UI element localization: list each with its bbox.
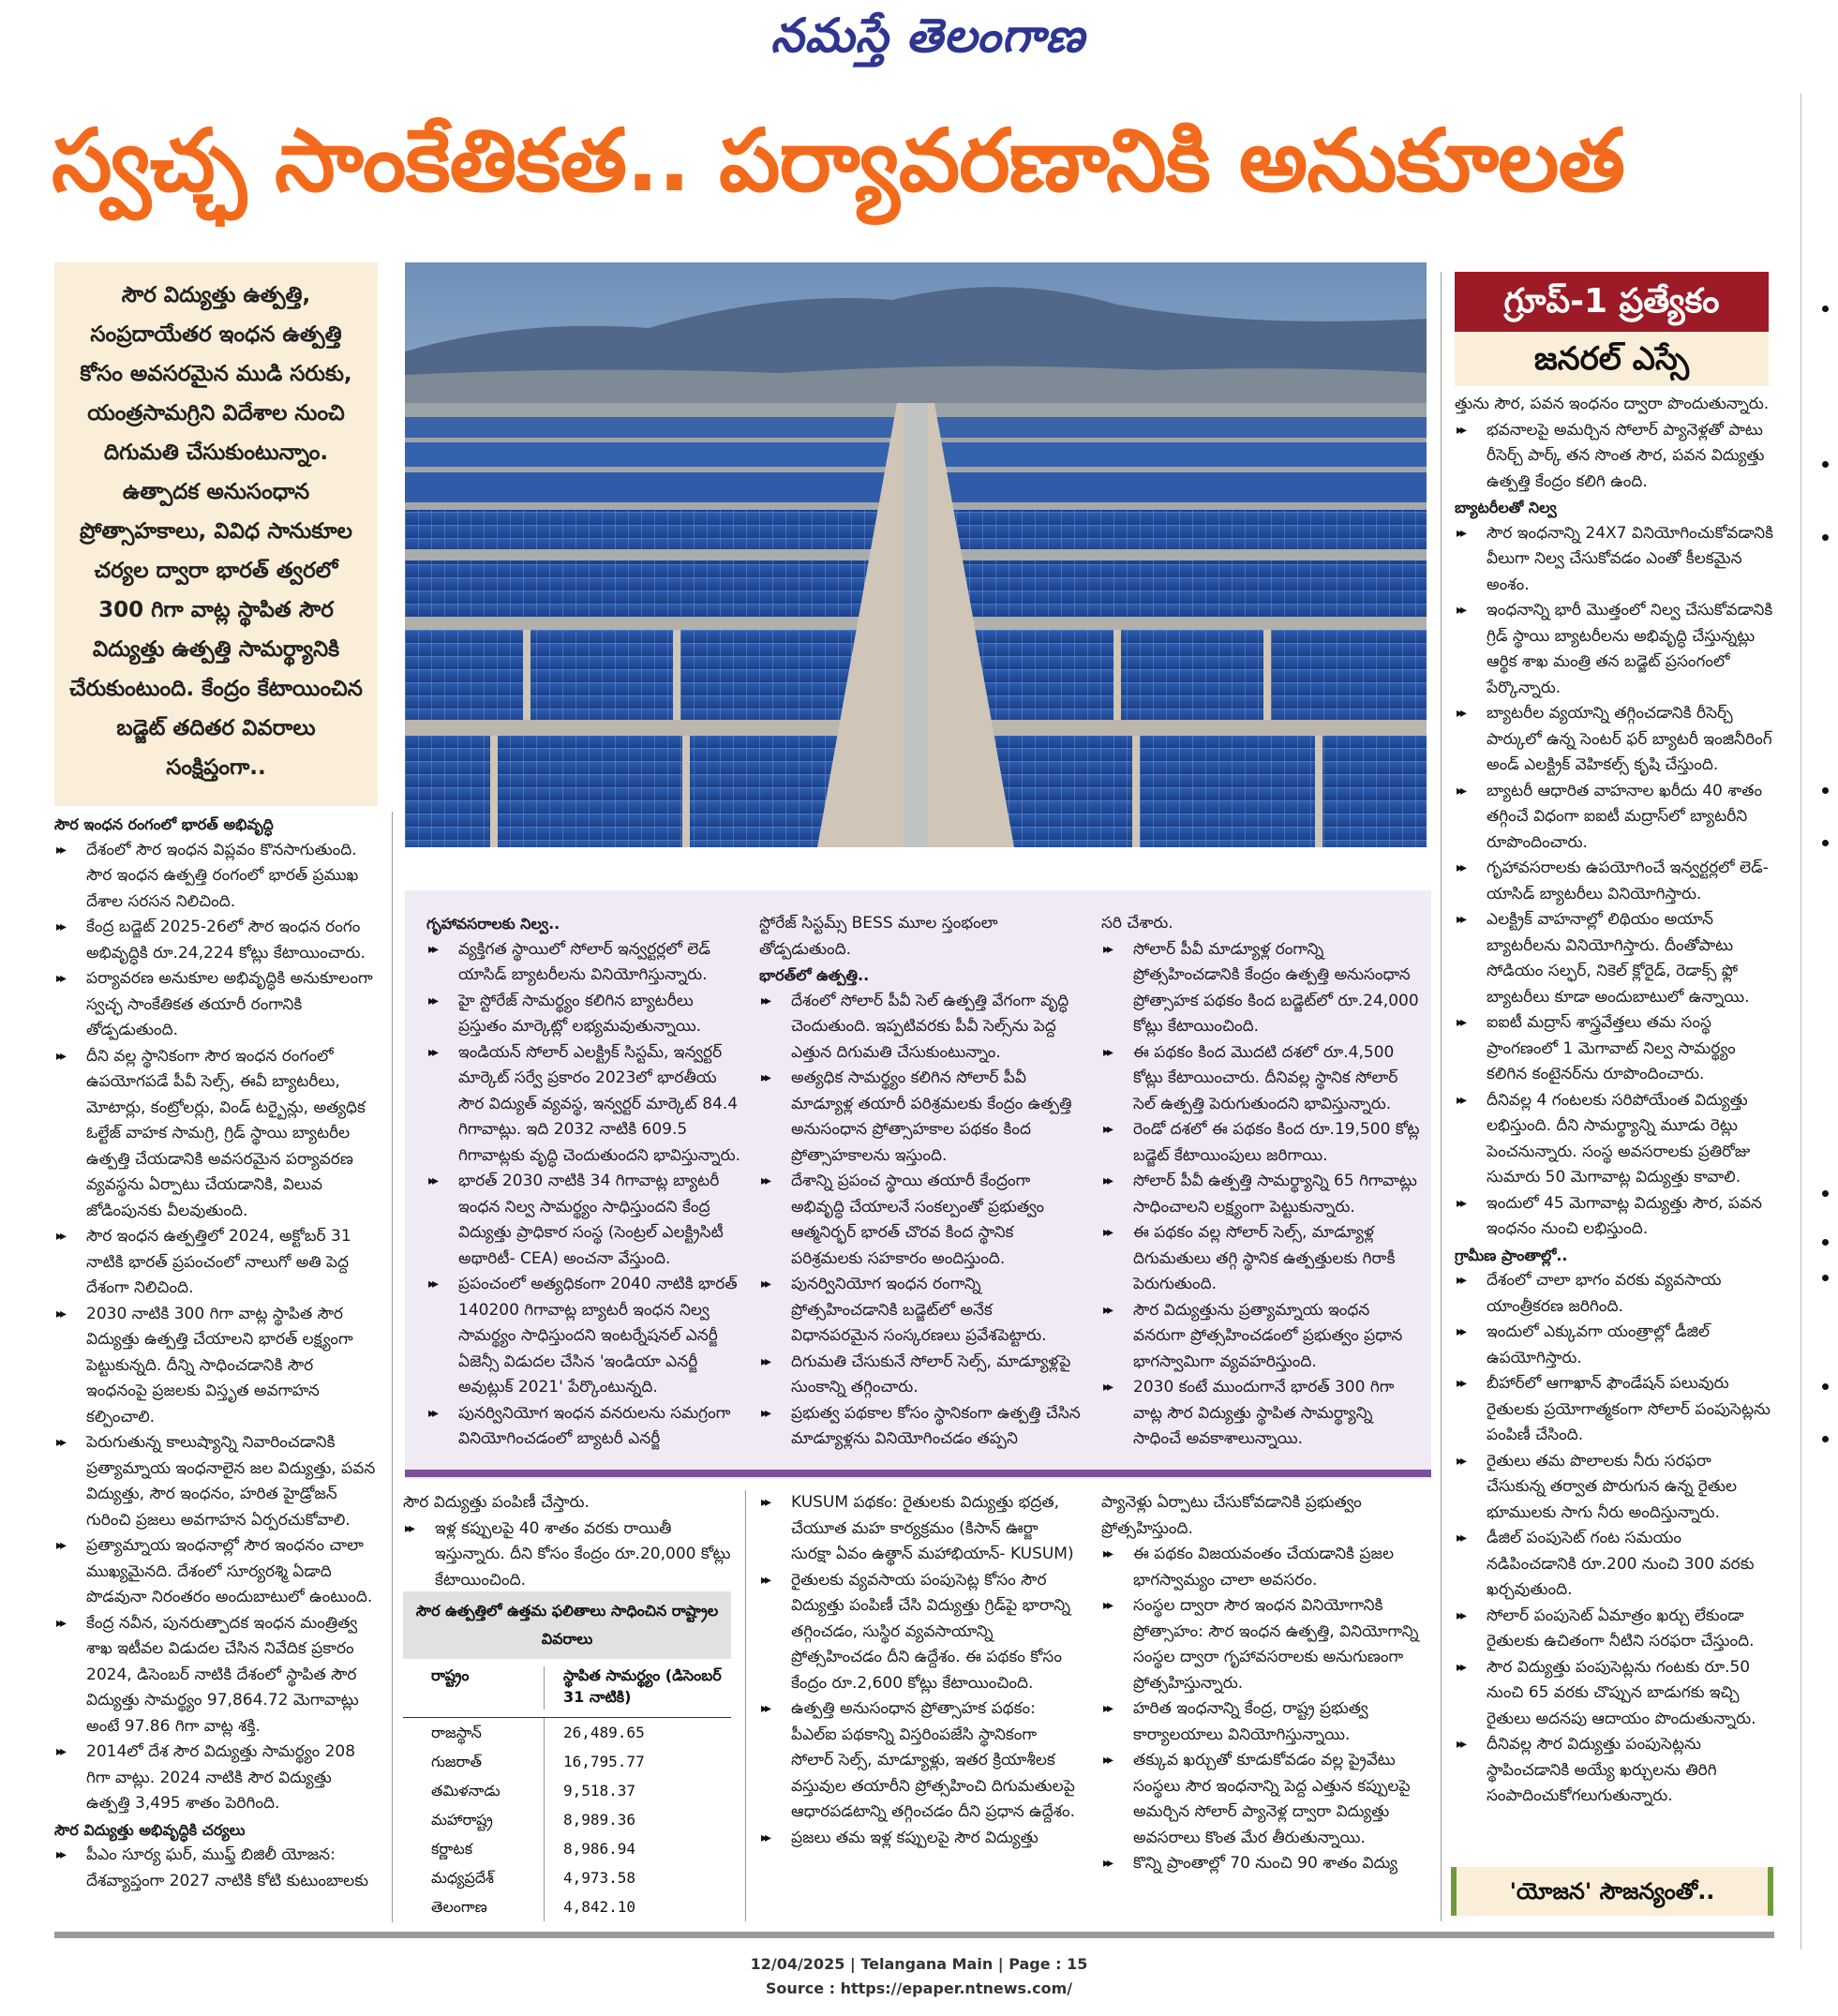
- bullet: ▸▸ KUSUM పథకం: రైతులకు విద్యుత్తు భద్రత, చేయూత మహ కార్యక్రమం (కిసాన్ ఊర్జా సురక్షా ఏవం ఉత్థాన్ మహాభియాన్- KUSUM): [759, 1490, 1083, 1568]
- section-tag: గ్రూప్-1 ప్రత్యేకం: [1455, 272, 1769, 332]
- subheading: గృహావసరాలకు నిల్వ..: [426, 915, 560, 933]
- bullet: ▸▸ ప్రభుత్వ పథకాల కోసం స్థానికంగా ఉత్పత్తి చేసిన మాడ్యూళ్లను వినియోగించడం తప్పని: [759, 1401, 1083, 1453]
- bullet-dot: [1822, 534, 1829, 541]
- bullet: ▸▸ తక్కువ ఖర్చుతో కూడుకోవడం వల్ల ప్రైవేటు సంస్థలు సౌర ఇంధనాన్ని పెద్ద ఎత్తున కప్పులపై అమర్చిన సోలార్ ప్యానెళ్ల ద్వారా విద్యుత్తు అవసరాలు కొంత మేర తీరుతున్నాయి.: [1101, 1748, 1425, 1851]
- bullet: ▸▸ పునర్వినియోగ ఇంధన వనరులను సమగ్రంగా వినియోగించడంలో బ్యాటరీ ఎనర్జీ: [426, 1401, 740, 1453]
- table-row: [403, 1747, 731, 1776]
- column-3: [759, 911, 1083, 1453]
- bullet: ▸▸ ఈ పథకం వల్ల సోలార్ సెల్స్, మాడ్యూళ్ల దిగుమతులు తగ్గి స్థానిక ఉత్పత్తులకు గిరాకీ పెరుగుతుంది.: [1101, 1220, 1425, 1298]
- table-title: సౌర ఉత్పత్తిలో ఉత్తమ ఫలితాలు సాధించిన రాష్ట్రాల వివరాలు: [403, 1591, 731, 1659]
- bullet: ▸▸ ఐఐటీ మద్రాస్ శాస్త్రవేత్తలు తమ సంస్థ ప్రాంగణంలో 1 మెగావాట్ నిల్వ సామర్థ్యం కలిగిన కంటైనర్‌ను రూపొందించారు.: [1455, 1010, 1773, 1088]
- paragraph: స్టోరేజ్ సిస్టమ్స్ BESS మూల స్తంభంలా తోడ్పడుతుంది.: [759, 914, 998, 959]
- column-divider: [745, 1490, 746, 1921]
- subheading: బ్యాటరీలతో నిల్వ: [1455, 499, 1557, 516]
- bullet: ▸▸ ఉత్పత్తి అనుసంధాన ప్రోత్సాహక పథకం: పీఎల్ఐ పథకాన్ని విస్తరింపజేసి స్థానికంగా సోలార్ సెల్స్, మాడ్యూళ్లు, ఇతర క్రియాశీలక వస్తువుల తయారీని ప్రోత్సహించి దిగుమతులపై ఆధారపడటాన్ని తగ్గించడం దీని ప్రధాన ఉద్దేశం.: [759, 1696, 1083, 1826]
- bullet-dot: [1822, 461, 1829, 468]
- table-row: [403, 1718, 731, 1747]
- table-cell-capacity: 4,842.10: [544, 1892, 731, 1921]
- bullet: ▸▸ ఇందులో ఎక్కువగా యంత్రాల్లో డీజిల్ ఉపయోగిస్తారు.: [1455, 1320, 1773, 1371]
- bullet: ▸▸ దీని వల్ల స్థానికంగా సౌర ఇంధన రంగంలో ఉపయోగపడే పీవీ సెల్స్, ఈవీ బ్యాటరీలు, మోటార్లు, కంట్రోలర్లు, విండ్ టర్బైన్లు, అత్యధిక ఓల్టేజ్ వాహక సామగ్రి, గ్రిడ్ స్థాయి బ్యాటరీల ఉత్పత్తి చేయడానికి అవసరమైన పర్యావరణ వ్యవస్థను ఏర్పాటు చేయడానికి, విలువ జోడింపునకు వీలవుతుంది.: [54, 1044, 378, 1225]
- table-cell-capacity: 4,973.58: [544, 1863, 731, 1892]
- table-cell-state: రాజస్థాన్: [431, 1724, 482, 1741]
- paragraph: సౌర విద్యుత్తు పంపిణీ చేస్తారు.: [403, 1493, 590, 1512]
- bullet: ▸▸ దేశంలో చాలా భాగం వరకు వ్యవసాయ యాంత్రీకరణ జరిగింది.: [1455, 1268, 1773, 1320]
- bullet: ▸▸ కొన్ని ప్రాంతాల్లో 70 నుంచి 90 శాతం విద్యు: [1101, 1851, 1425, 1877]
- bullet-dot: [1822, 306, 1829, 312]
- bullet: ▸▸ సోలార్ పీవీ మాడ్యూళ్ల రంగాన్ని ప్రోత్సహించడానికి కేంద్రం ఉత్పత్తి అనుసంధాన ప్రోత్సాహక పథకం కింద బడ్జెట్‌లో రూ.24,000 కోట్లు కేటాయించింది.: [1101, 937, 1425, 1040]
- bullet: ▸▸ 2014లో దేశ సౌర విద్యుత్తు సామర్థ్యం 208 గిగా వాట్లు. 2024 నాటికి సౌర విద్యుత్తు ఉత్పత్తి 3,495 శాతం పెరిగింది.: [54, 1740, 378, 1817]
- bullet: ▸▸ బ్యాటరీ ఆధారిత వాహనాల ఖరీదు 40 శాతం తగ్గించే విధంగా ఐఐటీ మద్రాస్‌లో బ్యాటరీని రూపొందించారు.: [1455, 779, 1773, 857]
- subheading: సౌర ఇంధన రంగంలో భారత్ అభివృద్ధి: [54, 815, 274, 833]
- column-2: [426, 911, 740, 1453]
- table-cell-state: తెలంగాణ: [431, 1898, 487, 1916]
- table-row: [403, 1834, 731, 1863]
- table-cell-capacity: 8,986.94: [544, 1834, 731, 1863]
- solar-panel-field-photo: [405, 262, 1427, 847]
- bullet: ▸▸ పెరుగుతున్న కాలుష్యాన్ని నివారించడానికి ప్రత్యామ్నాయ ఇంధనాలైన జల విద్యుత్తు, పవన విద్యుత్తు, సౌర ఇంధనం, హరిత హైడ్రోజన్ గురించి ప్రజలు అవగాహన ఏర్పరచుకోవాలి.: [54, 1430, 378, 1533]
- table-cell-state: మహారాష్ట్ర: [431, 1811, 493, 1829]
- column-4: [1101, 911, 1425, 1453]
- paragraph: త్తును సౌర, పవన ఇంధనం ద్వారా పొందుతున్నారు.: [1455, 395, 1770, 413]
- table-row: [403, 1892, 731, 1921]
- bullet: ▸▸ పునర్వినియోగ ఇంధన రంగాన్ని ప్రోత్సహించడానికి బడ్జెట్‌లో అనేక విధానపరమైన సంస్కరణలు ప్రవేశపెట్టారు.: [759, 1272, 1083, 1350]
- bullet: ▸▸ బ్యాటరీల వ్యయాన్ని తగ్గించడానికి రీసెర్చ్ పార్కులో ఉన్న సెంటర్ ఫర్ బ్యాటరీ ఇంజినీరింగ్ అండ్ ఎలక్ట్రిక్ వెహికల్స్ కృషి చేస్తుంది.: [1455, 701, 1773, 779]
- bullet: ▸▸ సోలార్ పీవీ ఉత్పత్తి సామర్థ్యాన్ని 65 గిగావాట్లు సాధించాలని లక్ష్యంగా పెట్టుకున్నారు.: [1101, 1169, 1425, 1220]
- bullet: ▸▸ 2030 కంటే ముందుగానే భారత్ 300 గిగా వాట్ల సౌర విద్యుత్తు స్థాపిత సామర్థ్యాన్ని సాధించే అవకాశాలున్నాయి.: [1101, 1375, 1425, 1453]
- table-header: [403, 1659, 731, 1718]
- intro-box: సౌర విద్యుత్తు ఉత్పత్తి, సంప్రదాయేతర ఇంధన ఉత్పత్తి కోసం అవసరమైన ముడి సరుకు, యంత్రసామగ్రిని విదేశాల నుంచి దిగుమతి చేసుకుంటున్నాం. ఉత్పాదక అనుసంధాన ప్రోత్సాహకాలు, వివిధ సానుకూల చర్యల ద్వారా భారత్ త్వరలో 300 గిగా వాట్ల స్థాపిత సౌర విద్యుత్తు ఉత్పత్తి సామర్థ్యానికి చేరుకుంటుంది. కేంద్రం కేటాయించిన బడ్జెట్ తదితర వివరాలు సంక్షిప్తంగా..: [54, 262, 378, 806]
- bullet: ▸▸ ఎలక్ట్రిక్ వాహనాల్లో లిథియం అయాన్ బ్యాటరీలను వినియోగిస్తారు. దీంతోపాటు సోడియం సల్ఫర్, నికెల్ క్లోరైడ్, రెడాక్స్ ఫ్లో బ్యాటరీలు కూడా అందుబాటులో ఉన్నాయి.: [1455, 907, 1773, 1010]
- bullet-dot: [1822, 1383, 1829, 1390]
- table-cell-capacity: 26,489.65: [544, 1718, 731, 1747]
- lower-column-4: [1101, 1490, 1425, 1877]
- table-body: [403, 1718, 731, 1921]
- column-5: [1455, 392, 1773, 1810]
- footer-date-page: 12/04/2025 | Telangana Main | Page : 15: [750, 1955, 1088, 1973]
- table-header-state: రాష్ట్రం: [431, 1666, 470, 1684]
- bullet: ▸▸ ఇంధనాన్ని భారీ మొత్తంలో నిల్వ చేసుకోవడానికి గ్రిడ్ స్థాయి బ్యాటరీలను అభివృద్ధి చేస్తున్నట్లు ఆర్థిక శాఖ మంత్రి తన బడ్జెట్ ప్రసంగంలో పేర్కొన్నారు.: [1455, 598, 1773, 701]
- table-cell-state: గుజరాత్: [431, 1753, 483, 1770]
- bullet: ▸▸ రైతులకు వ్యవసాయ పంపుసెట్ల కోసం సౌర విద్యుత్తు పంపిణీ చేసి విద్యుత్తు గ్రిడ్‌పై భారాన్ని తగ్గించడం, సుస్థిర వ్యవసాయాన్ని ప్రోత్సహించడం దీని ఉద్దేశం. ఈ పథకం కోసం కేంద్రం రూ.2,600 కోట్లు కేటాయించింది.: [759, 1568, 1083, 1697]
- bullet: ▸▸ వ్యక్తిగత స్థాయిలో సోలార్ ఇన్వర్టర్లలో లెడ్ యాసిడ్ బ్యాటరీలను వినియోగిస్తున్నారు.: [426, 937, 740, 989]
- headline: స్వచ్ఛ సాంకేతికత.. పర్యావరణానికి అనుకూలత: [52, 111, 1624, 211]
- bullet: ▸▸ అత్యధిక సామర్థ్యం కలిగిన సోలార్ పీవీ మాడ్యూళ్ల తయారీ పరిశ్రమలకు కేంద్రం ఉత్పత్తి అనుసంధాన ప్రోత్సాహకాల పథకం కింద ప్రోత్సాహకాలను ఇస్తుంది.: [759, 1066, 1083, 1169]
- subheading: గ్రామీణ ప్రాంతాల్లో..: [1455, 1246, 1568, 1264]
- bullet: ▸▸ సౌర ఇంధన ఉత్పత్తిలో 2024, అక్టోబర్ 31 నాటికి భారత్ ప్రపంచంలో నాలుగో అతి పెద్ద దేశంగా నిలిచింది.: [54, 1224, 378, 1302]
- bullet: ▸▸ పర్యావరణ అనుకూల అభివృద్ధికి అనుకూలంగా స్వచ్ఛ సాంకేతికత తయారీ రంగానికి తోడ్పడుతుంది.: [54, 966, 378, 1044]
- bullet: ▸▸ ఇండియన్ సోలార్ ఎలక్ట్రిక్ సిస్టమ్, ఇన్వర్టర్ మార్కెట్ సర్వే ప్రకారం 2023లో భారతీయ సౌర విద్యుత్ వ్యవస్థ, ఇన్వర్టర్ మార్కెట్ 84.4 గిగావాట్లు. ఇది 2032 నాటికి 609.5 గిగావాట్లకు వృద్ధి చెందుతుందని భావిస్తున్నారు.: [426, 1040, 740, 1170]
- paragraph: ప్యానెళ్లు ఏర్పాటు చేసుకోవడానికి ప్రభుత్వం ప్రోత్సహిస్తుంది.: [1101, 1493, 1362, 1538]
- table-header-capacity: స్థాపిత సామర్థ్యం (డిసెంబర్ 31 నాటికి): [544, 1666, 731, 1710]
- bullet: ▸▸ ప్రపంచంలో అత్యధికంగా 2040 నాటికి భారత్ 140200 గిగావాట్ల బ్యాటరీ ఇంధన నిల్వ సామర్థ్యం సాధిస్తుందని ఇంటర్నేషనల్ ఎనర్జీ ఏజెన్సీ విడుదల చేసిన 'ఇండియా ఎనర్జీ అవుట్లుక్ 2021' పేర్కొంటున్నది.: [426, 1272, 740, 1401]
- section-subtag: జనరల్ ఎస్సే: [1455, 332, 1769, 386]
- bullet: ▸▸ సౌర విద్యుత్తును ప్రత్యామ్నాయ ఇంధన వనరుగా ప్రోత్సహించడంలో ప్రభుత్వం ప్రధాన భాగస్వామిగా వ్యవహరిస్తుంది.: [1101, 1298, 1425, 1376]
- bullet: ▸▸ గృహావసరాలకు ఉపయోగించే ఇన్వర్టర్లలో లెడ్-యాసిడ్ బ్యాటరీలు వినియోగిస్తారు.: [1455, 856, 1773, 907]
- bullet: ▸▸ దేశంలో సౌర ఇంధన విప్లవం కొనసాగుతుంది. సౌర ఇంధన ఉత్పత్తి రంగంలో భారత్ ప్రముఖ దేశాల సరసన నిలిచింది.: [54, 838, 378, 916]
- bullet: ▸▸ బీహార్‌లో ఆగాఖాన్ ఫౌండేషన్ పలువురు రైతులకు ప్రయోగాత్మకంగా సోలార్ పంపుసెట్లను పంపిణీ చేసింది.: [1455, 1371, 1773, 1449]
- bullet-dot: [1822, 1190, 1829, 1197]
- paragraph: సరి చేశారు.: [1101, 914, 1173, 933]
- bullet: ▸▸ పీఎం సూర్య ఘర్, ముఫ్త్ బిజిలీ యోజన: దేశవ్యాప్తంగా 2027 నాటికి కోటి కుటుంబాలకు: [54, 1843, 378, 1894]
- masthead-logo: నమస్తే తెలంగాణ: [770, 7, 1085, 63]
- bullet: ▸▸ దేశాన్ని ప్రపంచ స్థాయి తయారీ కేంద్రంగా అభివృద్ధి చేయాలనే సంకల్పంతో ప్రభుత్వం ఆత్మనిర్భర్ భారత్ చొరవ కింద స్థానిక పరిశ్రమలకు సహకారం అందిస్తుంది.: [759, 1169, 1083, 1272]
- state-capacity-table: [403, 1591, 731, 1915]
- bullet: ▸▸ సోలార్ పంపుసెట్ ఏమాత్రం ఖర్చు లేకుండా రైతులకు ఉచితంగా నీటిని సరఫరా చేస్తుంది.: [1455, 1604, 1773, 1655]
- table-cell-capacity: 8,989.36: [544, 1805, 731, 1834]
- bullet: ▸▸ ఈ పథకం విజయవంతం చేయడానికి ప్రజల భాగస్వామ్యం చాలా అవసరం.: [1101, 1542, 1425, 1593]
- credit-box: 'యోజన' సౌజన్యంతో..: [1451, 1867, 1773, 1916]
- bullet: ▸▸ రైతులు తమ పొలాలకు నీరు సరఫరా చేసుకున్న తర్వాత పొరుగున ఉన్న రైతుల భూములకు సాగు నీరు అందిస్తున్నారు.: [1455, 1449, 1773, 1527]
- subheading: భారత్‌లో ఉత్పత్తి..: [759, 966, 870, 984]
- bullet: ▸▸ ఈ పథకం కింద మొదటి దశలో రూ.4,500 కోట్లు కేటాయించారు. దీనివల్ల స్థానిక సోలార్ సెల్ ఉత్పత్తి పెరుగుతుందని భావిస్తున్నారు.: [1101, 1040, 1425, 1118]
- bullet: ▸▸ ప్రత్యామ్నాయ ఇంధనాల్లో సౌర ఇంధనం చాలా ముఖ్యమైనది. దేశంలో సూర్యరశ్మి ఏడాది పొడవునా నిరంతరం అందుబాటులో ఉంటుంది.: [54, 1533, 378, 1611]
- bullet-dot: [1822, 1275, 1829, 1281]
- bullet-dot: [1822, 1436, 1829, 1442]
- bullet-dot: [1822, 840, 1829, 846]
- bottom-rule: [54, 1932, 1774, 1938]
- bullet: ▸▸ సౌర ఇంధనాన్ని 24X7 వినియోగించుకోవడానికి వీలుగా నిల్వ చేసుకోవడం ఎంతో కీలకమైన అంశం.: [1455, 521, 1773, 599]
- bullet: ▸▸ దీనివల్ల 4 గంటలకు సరిపోయేంత విద్యుత్తు లభిస్తుంది. దీని సామర్థ్యాన్ని మూడు రెట్లు పెంచనున్నారు. సంస్థ అవసరాలకు ప్రతిరోజు సుమారు 50 మెగావాట్ల విద్యుత్తు కావాలి.: [1455, 1088, 1773, 1191]
- bullet: ▸▸ దిగుమతి చేసుకునే సోలార్ సెల్స్, మాడ్యూళ్లపై సుంకాన్ని తగ్గించారు.: [759, 1350, 1083, 1401]
- subheading: సౌర విద్యుత్తు అభివృద్ధికి చర్యలు: [54, 1820, 246, 1839]
- column-divider: [1441, 272, 1442, 1921]
- table-cell-capacity: 9,518.37: [544, 1776, 731, 1805]
- table-row: [403, 1805, 731, 1834]
- bullet: ▸▸ హై స్టోరేజ్ సామర్థ్యం కలిగిన బ్యాటరీలు ప్రస్తుతం మార్కెట్లో లభ్యమవుతున్నాయి.: [426, 989, 740, 1040]
- bullet: ▸▸ భారత్ 2030 నాటికి 34 గిగావాట్ల బ్యాటరీ ఇంధన నిల్వ సామర్థ్యం సాధిస్తుందని కేంద్ర విద్యుత్తు ప్రాధికార సంస్థ (సెంట్రల్ ఎలక్ట్రిసిటీ అథారిటీ- CEA) అంచనా వేస్తుంది.: [426, 1169, 740, 1272]
- lower-column-2: [403, 1490, 736, 1593]
- bullet: ▸▸ డీజిల్ పంపుసెట్ గంట సమయం నడిపించడానికి రూ.200 నుంచి 300 వరకు ఖర్చవుతుంది.: [1455, 1526, 1773, 1604]
- bullet: ▸▸ కేంద్ర నవీన, పునరుత్పాదక ఇంధన మంత్రిత్వ శాఖ ఇటీవల విడుదల చేసిన నివేదిక ప్రకారం 2024, డిసెంబర్ నాటికి దేశంలో స్థాపిత సౌర విద్యుత్తు సామర్థ్యం 97,864.72 మెగావాట్లు అంటే 97.86 గిగా వాట్ల శక్తి.: [54, 1611, 378, 1740]
- bullet-dot: [1822, 1239, 1829, 1246]
- column-1: [54, 812, 378, 1894]
- bullet: ▸▸ రెండో దశలో ఈ పథకం కింద రూ.19,500 కోట్ల బడ్జెట్ కేటాయింపులు జరిగాయి.: [1101, 1117, 1425, 1169]
- table-cell-state: తమిళనాడు: [431, 1782, 501, 1799]
- bullet: ▸▸ ప్రజలు తమ ఇళ్ల కప్పులపై సౌర విద్యుత్తు: [759, 1826, 1083, 1852]
- bullet: ▸▸ భవనాలపై అమర్చిన సోలార్ ప్యానెళ్లతో పాటు రీసెర్చ్ పార్క్ తన సొంత సౌర, పవన విద్యుత్తు ఉత్పత్తి కేంద్రం కలిగి ఉంది.: [1455, 418, 1773, 496]
- bullet: ▸▸ 2030 నాటికి 300 గిగా వాట్ల స్థాపిత సౌర విద్యుత్తు ఉత్పత్తి చేయాలని భారత్ లక్ష్యంగా పెట్టుకున్నది. దీన్ని సాధించడానికి సౌర ఇంధనంపై ప్రజలకు విస్తృత అవగాహన కల్పించాలి.: [54, 1302, 378, 1431]
- lower-column-3: [759, 1490, 1083, 1851]
- box-underline: [405, 1470, 1431, 1477]
- bullet-dot: [1822, 787, 1829, 794]
- table-cell-state: కర్ణాటక: [431, 1840, 473, 1858]
- bullet: ▸▸ హరిత ఇంధనాన్ని కేంద్ర, రాష్ట్ర ప్రభుత్వ కార్యాలయాలు వినియోగిస్తున్నాయి.: [1101, 1696, 1425, 1748]
- column-divider: [392, 812, 393, 1922]
- bullet: ▸▸ కేంద్ర బడ్జెట్ 2025-26లో సౌర ఇంధన రంగం అభివృద్ధికి రూ.24,224 కోట్లు కేటాయించారు.: [54, 915, 378, 966]
- bullet: ▸▸ సౌర విద్యుత్తు పంపుసెట్లను గంటకు రూ.50 నుంచి 65 వరకు చొప్పున బాడుగకు ఇచ్చి రైతులు అదనపు ఆదాయం పొందుతున్నారు.: [1455, 1655, 1773, 1733]
- footer-source-link[interactable]: Source : https://epaper.ntnews.com/: [765, 1979, 1073, 1997]
- bullet: ▸▸ సంస్థల ద్వారా సౌర ఇంధన వినియోగానికి ప్రోత్సాహం: సౌర ఇంధన ఉత్పత్తి, వినియోగాన్ని సంస్థల ద్వారా గృహావసరాలకు అనుగుణంగా ప్రోత్సహిస్తున్నారు.: [1101, 1593, 1425, 1696]
- adjacent-page-strip: [1801, 94, 1838, 1949]
- bullet: ▸▸ దేశంలో సోలార్ పీవీ సెల్ ఉత్పత్తి వేగంగా వృద్ధి చెందుతుంది. ఇప్పటివరకు పీవీ సెల్స్‌ను పెద్ద ఎత్తున దిగుమతి చేసుకుంటున్నాం.: [759, 989, 1083, 1067]
- bullet: ▸▸ దీనివల్ల సౌర విద్యుత్తు పంపుసెట్లను స్థాపించడానికి అయ్యే ఖర్చులను తిరిగి సంపాదించుకోగలుగుతున్నారు.: [1455, 1732, 1773, 1810]
- table-cell-capacity: 16,795.77: [544, 1747, 731, 1776]
- table-row: [403, 1776, 731, 1805]
- table-cell-state: మధ్యప్రదేశ్: [431, 1869, 494, 1887]
- table-row: [403, 1863, 731, 1892]
- bullet: ▸▸ ఇళ్ల కప్పులపై 40 శాతం వరకు రాయితీ ఇస్తున్నారు. దీని కోసం కేంద్రం రూ.20,000 కోట్లు కేటాయించింది.: [403, 1516, 736, 1594]
- bullet: ▸▸ ఇందులో 45 మెగావాట్ల విద్యుత్తు సౌర, పవన ఇంధనం నుంచి లభిస్తుంది.: [1455, 1191, 1773, 1243]
